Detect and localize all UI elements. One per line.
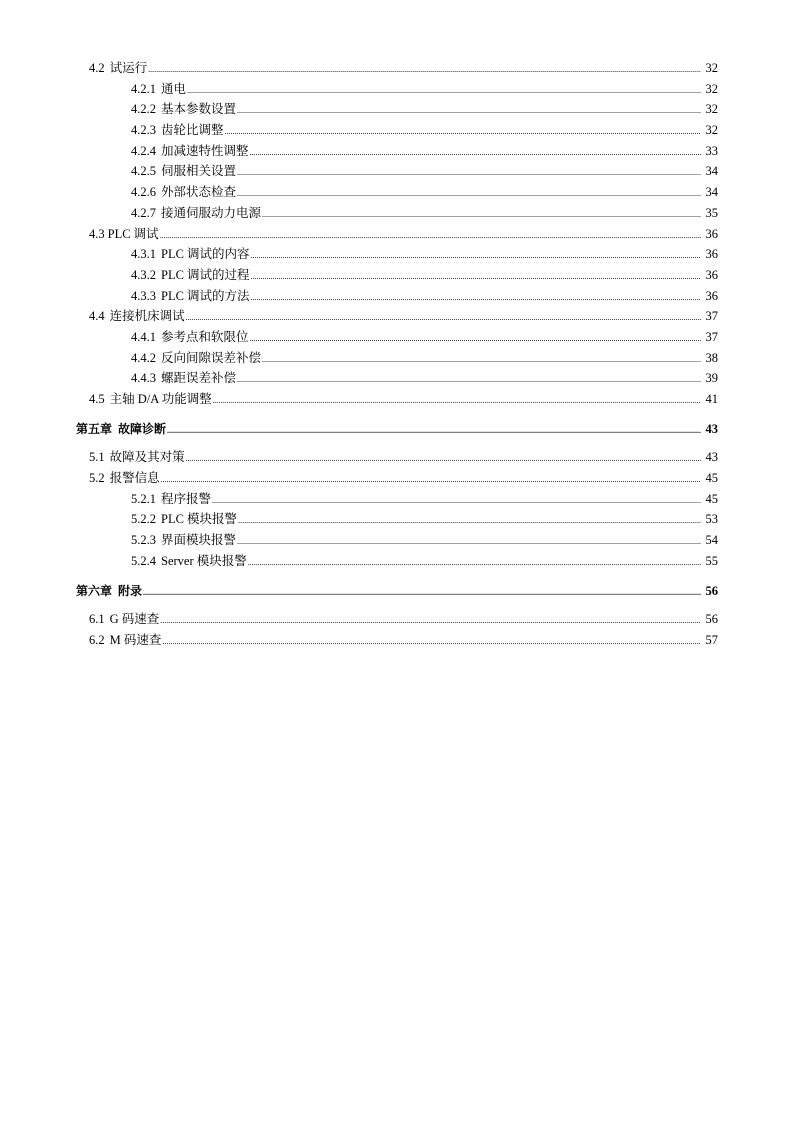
toc-entry-label <box>131 244 250 265</box>
toc-page-number: 43 <box>705 450 718 465</box>
dot-leader <box>262 205 701 226</box>
toc-entry-title: 参考点和软限位 <box>161 329 249 344</box>
toc-entry-title: 齿轮比调整 <box>161 123 224 138</box>
toc-entry-title: 通电 <box>161 81 187 96</box>
toc-page-number: 57 <box>705 632 718 647</box>
toc-page-number: 36 <box>705 247 718 262</box>
toc-entry[interactable] <box>76 630 718 651</box>
toc-entry[interactable] <box>76 348 718 369</box>
dot-leader <box>262 350 701 371</box>
dot-leader <box>213 391 701 412</box>
toc-entry-title: PLC 调试 <box>107 226 159 241</box>
toc-entry-number: 4.2.4 <box>131 143 156 158</box>
dot-leader <box>212 491 701 512</box>
toc-entry-label <box>131 509 237 530</box>
dot-leader <box>160 611 701 632</box>
toc-page-number: 54 <box>705 533 718 548</box>
toc-page-number: 34 <box>705 164 718 179</box>
toc-entry-title: 反向间隙误差补偿 <box>161 350 262 365</box>
dot-leader <box>225 122 701 143</box>
dot-leader <box>251 267 701 288</box>
dot-leader <box>250 329 701 350</box>
toc-entry-label <box>131 530 236 551</box>
toc-page-number: 36 <box>705 226 718 241</box>
toc-entry[interactable] <box>76 203 718 224</box>
toc-entry-number: 4.5 <box>89 392 105 406</box>
toc-page-number: 53 <box>705 512 718 527</box>
toc-entry-number: 5.2.1 <box>131 491 156 506</box>
toc-entry[interactable] <box>76 79 718 100</box>
toc-entry-number: 6.1 <box>89 612 105 627</box>
toc-page-number: 32 <box>705 81 718 96</box>
toc-entry-number: 4.4.1 <box>131 329 156 344</box>
toc-entry[interactable] <box>76 306 718 327</box>
toc-page-number: 35 <box>705 205 718 220</box>
toc-page-number: 38 <box>705 350 718 365</box>
toc-entry-title: 界面模块报警 <box>161 533 237 548</box>
toc-entry-title: 故障及其对策 <box>109 450 185 465</box>
toc-entry[interactable] <box>76 141 718 162</box>
toc-entry-number: 4.2.5 <box>131 164 156 179</box>
toc-entry[interactable] <box>76 224 718 245</box>
toc-entry-number: 4.3.2 <box>131 267 156 282</box>
toc-entry[interactable] <box>76 468 718 489</box>
toc-entry-number: 4.2.1 <box>131 81 156 96</box>
toc-entry-number: 4.3.1 <box>131 247 156 262</box>
toc-entry-title: G 码速查 <box>109 612 160 627</box>
toc-entry[interactable] <box>76 286 718 307</box>
chapter-number: 第六章 <box>76 583 113 598</box>
toc-entry-title: 主轴 D/A 功能调整 <box>109 392 212 406</box>
dot-leader <box>248 553 701 574</box>
chapter-number: 第五章 <box>76 421 113 436</box>
toc-entry-title: 加减速特性调整 <box>161 143 249 158</box>
toc-entry-number: 5.2 <box>89 471 105 486</box>
toc-entry[interactable] <box>76 368 718 389</box>
toc-entry-title: PLC 调试的内容 <box>161 247 250 262</box>
toc-chapter-entry[interactable] <box>76 581 718 602</box>
toc-entry-label <box>89 58 147 79</box>
toc-entry-label <box>76 419 166 440</box>
toc-entry-number: 4.4 <box>89 309 105 324</box>
toc-page-number: 41 <box>705 392 718 406</box>
dot-leader <box>237 163 701 184</box>
toc-entry-title: 程序报警 <box>161 491 212 506</box>
toc-entry-label <box>131 120 224 141</box>
toc-page-number: 56 <box>705 612 718 627</box>
toc-entry-label <box>131 265 250 286</box>
toc-entry-number: 4.2.3 <box>131 123 156 138</box>
toc-entry[interactable] <box>76 509 718 530</box>
toc-entry-number: 4.2 <box>89 61 105 75</box>
dot-leader <box>251 288 701 309</box>
toc-chapter-entry[interactable] <box>76 419 718 440</box>
toc-page-number: 43 <box>705 421 718 436</box>
toc-page-number: 36 <box>705 267 718 282</box>
toc-entry-label <box>131 203 261 224</box>
dot-leader <box>167 421 701 442</box>
toc-entry-title: 连接机床调试 <box>109 309 185 324</box>
toc-entry-label <box>131 79 186 100</box>
toc-entry-title: PLC 调试的过程 <box>161 267 250 282</box>
toc-entry-number: 5.1 <box>89 450 105 465</box>
toc-entry-number: 6.2 <box>89 632 105 647</box>
toc-entry-number: 5.2.4 <box>131 553 156 568</box>
dot-leader <box>161 470 701 491</box>
toc-entry[interactable] <box>76 120 718 141</box>
dot-leader <box>251 246 701 267</box>
toc-entry[interactable] <box>76 161 718 182</box>
toc-entry-number: 5.2.3 <box>131 533 156 548</box>
toc-page-number: 39 <box>705 371 718 386</box>
dot-leader <box>186 449 701 470</box>
chapter-title: 故障诊断 <box>118 421 167 436</box>
toc-page-number: 45 <box>705 491 718 506</box>
dot-leader <box>237 184 701 205</box>
dot-leader <box>238 511 701 532</box>
toc-entry[interactable] <box>76 551 718 572</box>
table-of-contents <box>76 58 718 651</box>
toc-page-number: 32 <box>705 123 718 138</box>
toc-entry[interactable] <box>76 447 718 468</box>
toc-entry[interactable] <box>76 489 718 510</box>
toc-entry-label <box>89 609 159 630</box>
toc-entry-label <box>131 99 236 120</box>
toc-page-number: 34 <box>705 185 718 200</box>
toc-entry[interactable] <box>76 609 718 630</box>
toc-entry-label <box>131 489 211 510</box>
toc-entry-title: 伺服相关设置 <box>161 164 237 179</box>
dot-leader <box>237 532 701 553</box>
toc-entry[interactable] <box>76 182 718 203</box>
dot-leader <box>186 308 701 329</box>
chapter-title: 附录 <box>118 583 143 598</box>
toc-page-number: 37 <box>705 329 718 344</box>
toc-entry-number: 4.4.3 <box>131 371 156 386</box>
toc-entry[interactable] <box>76 265 718 286</box>
dot-leader <box>187 81 701 102</box>
toc-entry-title: 螺距误差补偿 <box>161 371 237 386</box>
toc-entry-label <box>76 581 142 602</box>
dot-leader <box>237 101 701 122</box>
dot-leader <box>143 583 701 604</box>
toc-entry-title: 基本参数设置 <box>161 102 237 117</box>
toc-entry-title: PLC 调试的方法 <box>161 288 250 303</box>
toc-entry-label <box>131 161 236 182</box>
toc-entry-label <box>131 327 249 348</box>
toc-entry-title: 外部状态检查 <box>161 185 237 200</box>
toc-entry-label <box>89 306 185 327</box>
dot-leader <box>162 632 701 653</box>
toc-entry-title: Server 模块报警 <box>161 553 247 568</box>
toc-entry-title: M 码速查 <box>109 632 162 647</box>
toc-entry-title: 报警信息 <box>109 471 160 486</box>
toc-entry-number: 4.2.7 <box>131 205 156 220</box>
toc-entry-label <box>89 224 159 245</box>
toc-entry-label <box>89 447 185 468</box>
toc-entry-label <box>131 348 261 369</box>
toc-page-number: 32 <box>705 61 718 75</box>
toc-entry[interactable] <box>76 99 718 120</box>
toc-entry[interactable] <box>76 530 718 551</box>
toc-entry-number: 5.2.2 <box>131 512 156 527</box>
toc-entry[interactable] <box>76 244 718 265</box>
toc-entry-label <box>131 286 250 307</box>
dot-leader <box>160 226 701 247</box>
toc-entry-label <box>131 551 247 572</box>
toc-page-number: 36 <box>705 288 718 303</box>
toc-entry[interactable] <box>76 389 718 410</box>
toc-page-number: 32 <box>705 102 718 117</box>
toc-page-number: 55 <box>705 553 718 568</box>
toc-entry-label <box>131 182 236 203</box>
toc-entry-number: 4.2.6 <box>131 185 156 200</box>
toc-entry-number: 4.3 <box>89 226 105 241</box>
toc-page-number: 33 <box>705 143 718 158</box>
dot-leader <box>237 370 701 391</box>
toc-entry-number: 4.3.3 <box>131 288 156 303</box>
toc-entry-number: 4.4.2 <box>131 350 156 365</box>
toc-entry-title: PLC 模块报警 <box>161 512 238 527</box>
toc-entry[interactable] <box>76 327 718 348</box>
dot-leader <box>250 143 701 164</box>
toc-entry-title: 接通伺服动力电源 <box>161 205 262 220</box>
toc-entry-label <box>89 468 160 489</box>
toc-page-number: 45 <box>705 471 718 486</box>
toc-entry-label <box>131 368 236 389</box>
toc-entry-label <box>89 630 161 651</box>
toc-entry-number: 4.2.2 <box>131 102 156 117</box>
toc-page-number: 37 <box>705 309 718 324</box>
toc-entry-label <box>131 141 249 162</box>
toc-entry-label <box>89 389 212 410</box>
dot-leader <box>148 60 701 81</box>
toc-entry[interactable] <box>76 58 718 79</box>
toc-page-number: 56 <box>705 583 718 598</box>
toc-entry-title: 试运行 <box>109 61 148 75</box>
